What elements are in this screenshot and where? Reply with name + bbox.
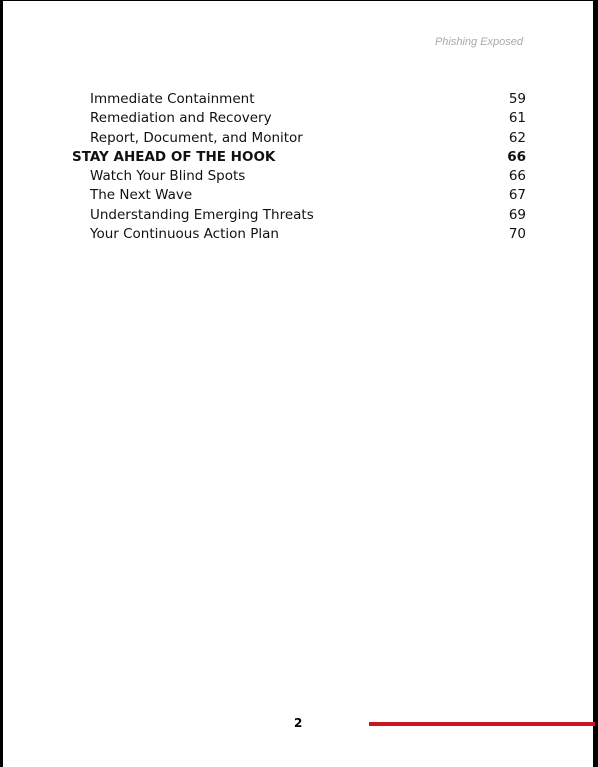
toc-entry[interactable] xyxy=(72,206,526,225)
toc-chapter-entry[interactable] xyxy=(72,148,526,167)
running-header: Phishing Exposed xyxy=(434,36,523,48)
toc-entry[interactable] xyxy=(72,109,526,128)
toc-entry-title: Understanding Emerging Threats xyxy=(90,206,314,223)
toc-entry-title: Immediate Containment xyxy=(90,91,255,107)
toc-entry[interactable] xyxy=(72,129,526,148)
toc-entry-title: Report, Document, and Monitor xyxy=(90,129,303,146)
toc-entry-title: Remediation and Recovery xyxy=(90,110,272,127)
toc-entry-page: 66 xyxy=(508,168,526,185)
toc-entry-title: Your Continuous Action Plan xyxy=(90,226,279,243)
toc-entry-page: 62 xyxy=(508,129,526,146)
toc-entry-page: 67 xyxy=(508,187,526,204)
toc-entry-page: 70 xyxy=(508,226,526,243)
toc-entry-title: Watch Your Blind Spots xyxy=(90,168,246,185)
toc-entry-title: The Next Wave xyxy=(90,187,193,204)
toc-entry[interactable] xyxy=(72,186,526,205)
footer-accent-rule xyxy=(369,722,595,726)
toc-entry-page: 69 xyxy=(508,206,526,223)
toc-entry[interactable] xyxy=(72,167,526,186)
toc-entry[interactable] xyxy=(72,225,526,244)
toc-chapter-title: STAY AHEAD OF THE HOOK xyxy=(72,148,276,165)
toc-entry-page: 61 xyxy=(508,110,526,127)
toc-entry[interactable] xyxy=(72,90,526,109)
table-of-contents xyxy=(72,90,526,244)
toc-chapter-page: 66 xyxy=(507,148,526,165)
toc-entry-page: 59 xyxy=(508,91,526,107)
footer-page-number: 2 xyxy=(294,716,303,730)
